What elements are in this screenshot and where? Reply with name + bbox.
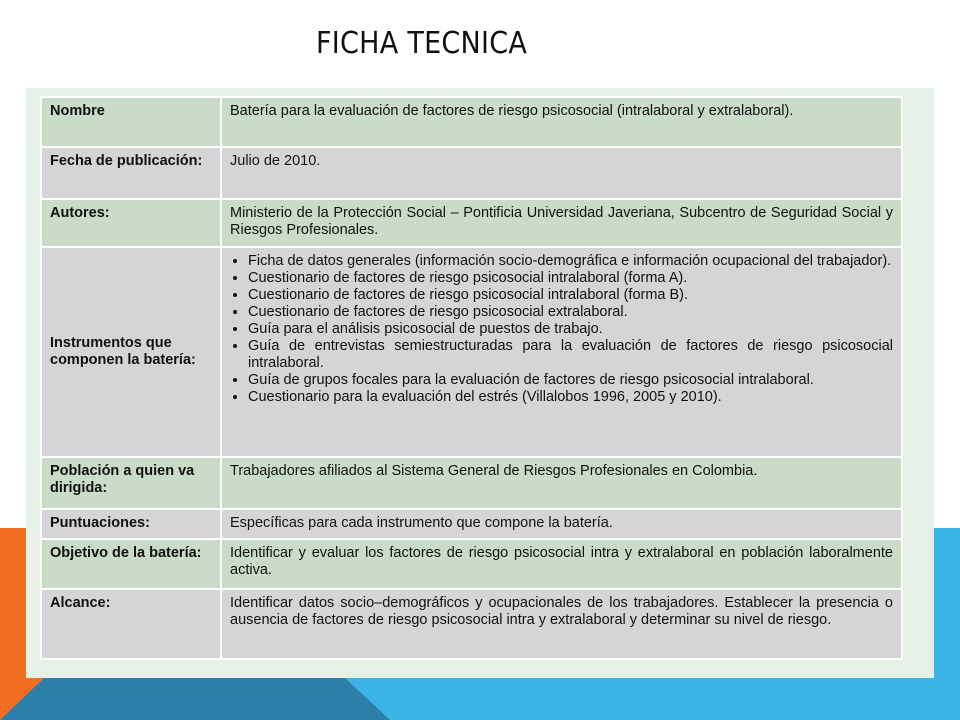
- list-item: • Cuestionario para la evaluación del estrés (Villalobos 1996, 2005 y 2010).: [248, 389, 893, 406]
- row-value: Identificar y evaluar los factores de riesgo psicosocial intra y extralaboral en población laboralmente activa.: [221, 539, 902, 589]
- bottom-band-dark: [0, 678, 400, 720]
- table-row: [41, 199, 902, 247]
- table-row: [41, 247, 902, 457]
- table-row: [41, 457, 902, 509]
- list-item: • Guía de grupos focales para la evaluación de factores de riesgo psicosocial intralaboral.: [248, 372, 893, 389]
- table-row: [41, 539, 902, 589]
- row-label: Alcance:: [41, 589, 221, 659]
- slide-title: FICHA TECNICA: [316, 26, 528, 61]
- row-value: Específicas para cada instrumento que compone la batería.: [221, 509, 902, 539]
- table-row: [41, 509, 902, 539]
- list-item: • Cuestionario de factores de riesgo psicosocial intralaboral (forma B).: [248, 287, 893, 304]
- list-item: • Ficha de datos generales (información socio-demográfica e información ocupacional del trabajador).: [248, 253, 893, 270]
- list-item: • Guía de entrevistas semiestructuradas para la evaluación de factores de riesgo psicosocial intralaboral.: [248, 338, 893, 372]
- row-label: Fecha de publicación:: [41, 147, 221, 199]
- row-value: Trabajadores afiliados al Sistema General de Riesgos Profesionales en Colombia.: [221, 457, 902, 509]
- ficha-tecnica-table: [40, 96, 903, 660]
- row-value: [221, 247, 902, 457]
- row-value: Julio de 2010.: [221, 147, 902, 199]
- instruments-list: [230, 253, 893, 406]
- list-item: • Cuestionario de factores de riesgo psicosocial intralaboral (forma A).: [248, 270, 893, 287]
- row-label: Instrumentos que componen la batería:: [41, 247, 221, 457]
- table-row: [41, 589, 902, 659]
- table-row: [41, 147, 902, 199]
- row-value: Ministerio de la Protección Social – Pontificia Universidad Javeriana, Subcentro de Seguridad Social y Riesgos Profesionales.: [221, 199, 902, 247]
- list-item: • Guía para el análisis psicosocial de puestos de trabajo.: [248, 321, 893, 338]
- row-label: Objetivo de la batería:: [41, 539, 221, 589]
- row-label: Autores:: [41, 199, 221, 247]
- list-item: • Cuestionario de factores de riesgo psicosocial extralaboral.: [248, 304, 893, 321]
- row-value: Identificar datos socio–demográficos y ocupacionales de los trabajadores. Establecer la presencia o ausencia de factores de riesgo psicosocial intra y extralaboral y determinar su nivel de riesgo.: [221, 589, 902, 659]
- row-value: Batería para la evaluación de factores de riesgo psicosocial (intralaboral y extralaboral).: [221, 97, 902, 147]
- row-label: Nombre: [41, 97, 221, 147]
- row-label: Población a quien va dirigida:: [41, 457, 221, 509]
- table-row: [41, 97, 902, 147]
- row-label: Puntuaciones:: [41, 509, 221, 539]
